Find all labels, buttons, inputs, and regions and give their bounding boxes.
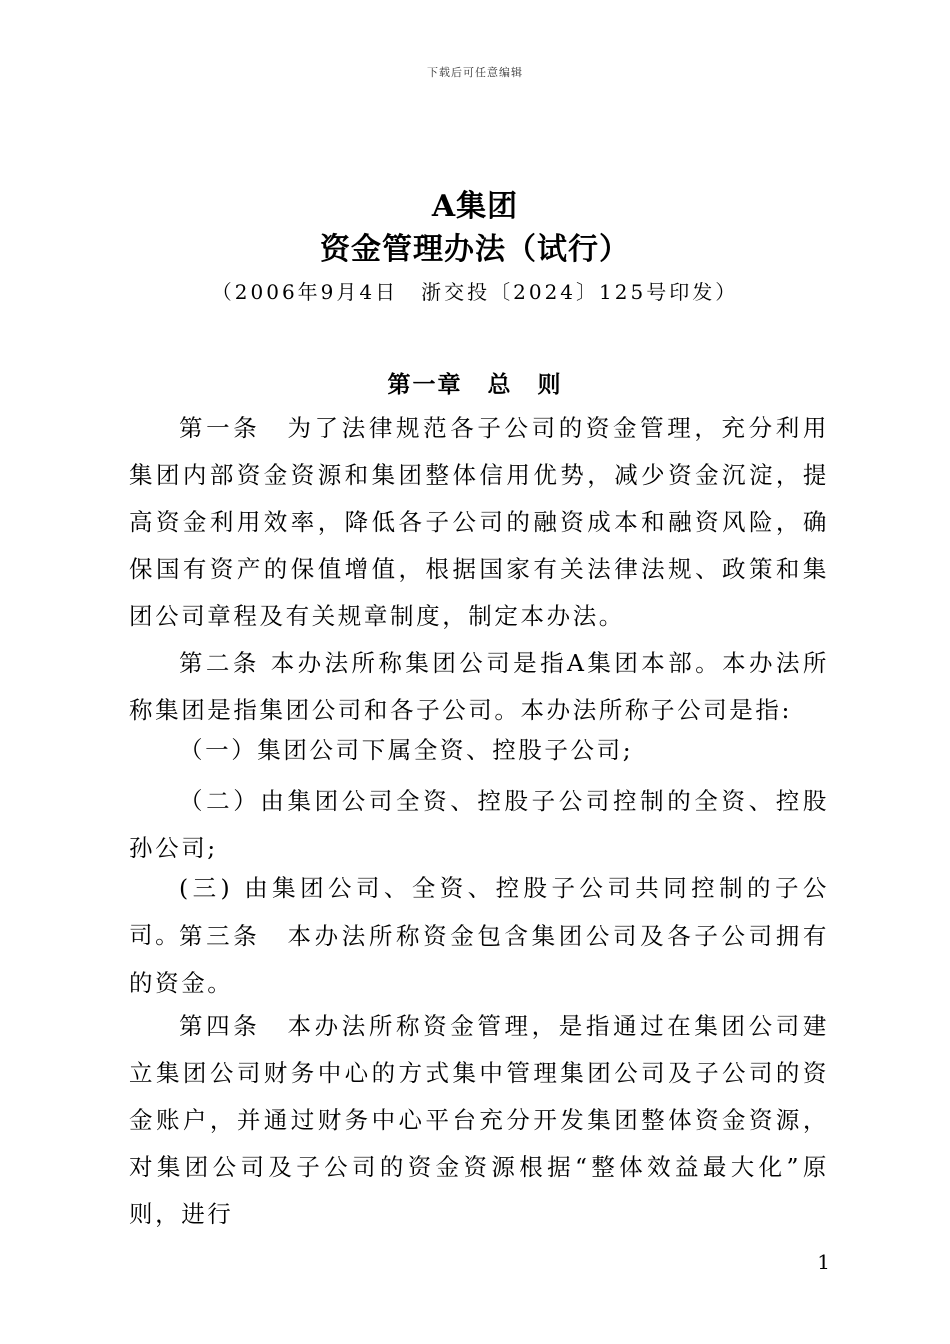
chapter-heading: 第一章 总 则 bbox=[387, 371, 563, 398]
article-1-paragraph: 第一条 为了法律规范各子公司的资金管理，充分利用集团内部资金资源和集团整体信用优势，减少资金沉淀，提高资金利用效率，降低各子公司的融资成本和融资风险，确保国有资产的保值增值，根据国家有关法律法规、政策和集团公司章程及有关规章制度，制定本办法。 bbox=[129, 414, 829, 630]
document-title-main: 资金管理办法（试行） bbox=[320, 232, 630, 267]
list-item-1: （一）集团公司下属全资、控股子公司; bbox=[179, 736, 634, 764]
document-title: A集团 bbox=[431, 189, 519, 224]
article-4-paragraph: 第四条 本办法所称资金管理，是指通过在集团公司建立集团公司财务中心的方式集中管理集团公司及子公司的资金账户，并通过财务中心平台充分开发集团整体资金资源，对集团公司及子公司的资金资源根据“整体效益最大化”原则，进行 bbox=[129, 1012, 829, 1228]
list-item-3: (三) 由集团公司、全资、控股子公司共同控制的子公司。 bbox=[129, 874, 829, 949]
article-2-paragraph: 第二条 本办法所称集团公司是指A集团本部。本办法所称集团是指集团公司和各子公司。本办法所称子公司是指: bbox=[129, 649, 829, 724]
article-3-paragraph: 第三条 本办法所称资金包含集团公司及各子公司拥有的资金。 bbox=[129, 922, 829, 997]
list-item-2: （二）由集团公司全资、控股子公司控制的全资、控股孙公司; bbox=[129, 787, 829, 862]
page-number: 1 bbox=[817, 1250, 830, 1274]
page-header-note: 下载后可任意编辑 bbox=[427, 66, 523, 79]
document-subtitle: （2006年9月4日 浙交投〔2024〕125号印发） bbox=[211, 280, 739, 304]
